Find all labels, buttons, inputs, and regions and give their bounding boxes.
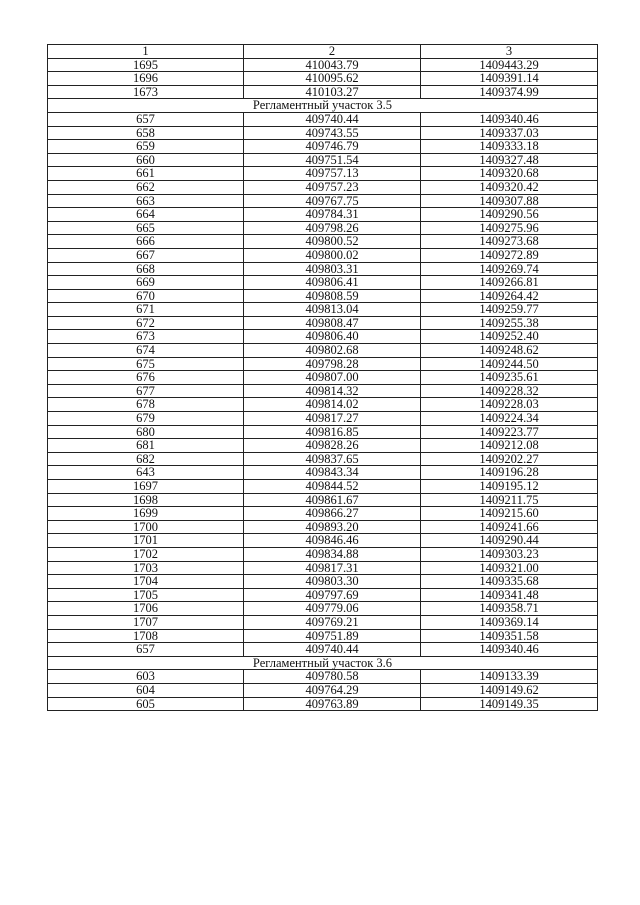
table-row — [48, 330, 598, 344]
cell-point-number: 1707 — [48, 615, 244, 629]
cell-point-number: 643 — [48, 466, 244, 480]
table-row — [48, 180, 598, 194]
cell-y: 1409252.40 — [421, 330, 598, 344]
cell-x: 409817.27 — [244, 412, 421, 426]
cell-y: 1409241.66 — [421, 520, 598, 534]
section-title: Регламентный участок 3.6 — [48, 656, 598, 670]
cell-point-number: 679 — [48, 412, 244, 426]
table-row — [48, 303, 598, 317]
cell-point-number: 661 — [48, 167, 244, 181]
cell-x: 410043.79 — [244, 58, 421, 72]
cell-y: 1409224.34 — [421, 412, 598, 426]
cell-point-number: 1705 — [48, 588, 244, 602]
cell-y: 1409307.88 — [421, 194, 598, 208]
cell-y: 1409195.12 — [421, 480, 598, 494]
cell-x: 409746.79 — [244, 140, 421, 154]
table-row — [48, 480, 598, 494]
cell-y: 1409321.00 — [421, 561, 598, 575]
table-row — [48, 561, 598, 575]
cell-y: 1409290.44 — [421, 534, 598, 548]
cell-x: 409893.20 — [244, 520, 421, 534]
table-row — [48, 615, 598, 629]
table-header — [48, 45, 598, 59]
cell-point-number: 605 — [48, 697, 244, 711]
cell-y: 1409351.58 — [421, 629, 598, 643]
table-row — [48, 72, 598, 86]
cell-y: 1409259.77 — [421, 303, 598, 317]
cell-x: 409802.68 — [244, 344, 421, 358]
cell-point-number: 1697 — [48, 480, 244, 494]
cell-x: 409808.59 — [244, 289, 421, 303]
cell-y: 1409228.03 — [421, 398, 598, 412]
cell-point-number: 672 — [48, 316, 244, 330]
cell-point-number: 1702 — [48, 547, 244, 561]
cell-x: 409769.21 — [244, 615, 421, 629]
cell-x: 409806.41 — [244, 276, 421, 290]
cell-point-number: 670 — [48, 289, 244, 303]
table-row — [48, 194, 598, 208]
section-title: Регламентный участок 3.5 — [48, 99, 598, 113]
cell-y: 1409228.32 — [421, 384, 598, 398]
cell-x: 409803.31 — [244, 262, 421, 276]
table-row — [48, 547, 598, 561]
cell-y: 1409272.89 — [421, 248, 598, 262]
cell-point-number: 1706 — [48, 602, 244, 616]
cell-y: 1409320.68 — [421, 167, 598, 181]
cell-x: 409797.69 — [244, 588, 421, 602]
cell-x: 409808.47 — [244, 316, 421, 330]
table-row — [48, 221, 598, 235]
cell-x: 409757.23 — [244, 180, 421, 194]
table-row — [48, 208, 598, 222]
table-row — [48, 452, 598, 466]
cell-point-number: 1704 — [48, 575, 244, 589]
cell-x: 409806.40 — [244, 330, 421, 344]
table-row — [48, 398, 598, 412]
cell-y: 1409266.81 — [421, 276, 598, 290]
cell-point-number: 662 — [48, 180, 244, 194]
cell-x: 409814.32 — [244, 384, 421, 398]
table-row — [48, 316, 598, 330]
cell-x: 409828.26 — [244, 439, 421, 453]
cell-point-number: 674 — [48, 344, 244, 358]
cell-x: 409803.30 — [244, 575, 421, 589]
cell-x: 409798.26 — [244, 221, 421, 235]
cell-point-number: 671 — [48, 303, 244, 317]
table-row — [48, 262, 598, 276]
table-row — [48, 248, 598, 262]
table-row — [48, 153, 598, 167]
cell-y: 1409391.14 — [421, 72, 598, 86]
cell-x: 409816.85 — [244, 425, 421, 439]
table-row — [48, 588, 598, 602]
header-cell-x: 2 — [244, 45, 421, 59]
table-row — [48, 167, 598, 181]
cell-x: 410103.27 — [244, 85, 421, 99]
cell-x: 409780.58 — [244, 670, 421, 684]
cell-x: 409763.89 — [244, 697, 421, 711]
cell-x: 409740.44 — [244, 112, 421, 126]
table-row — [48, 520, 598, 534]
section-row — [48, 99, 598, 113]
cell-x: 409846.46 — [244, 534, 421, 548]
table-row — [48, 683, 598, 697]
table-row — [48, 357, 598, 371]
table-body — [48, 58, 598, 711]
cell-y: 1409196.28 — [421, 466, 598, 480]
cell-y: 1409269.74 — [421, 262, 598, 276]
cell-point-number: 1701 — [48, 534, 244, 548]
table-row — [48, 602, 598, 616]
table-row — [48, 112, 598, 126]
cell-x: 409784.31 — [244, 208, 421, 222]
cell-x: 409740.44 — [244, 643, 421, 657]
table-row — [48, 371, 598, 385]
table-row — [48, 126, 598, 140]
cell-point-number: 678 — [48, 398, 244, 412]
cell-point-number: 675 — [48, 357, 244, 371]
cell-point-number: 657 — [48, 112, 244, 126]
table-row — [48, 289, 598, 303]
cell-point-number: 677 — [48, 384, 244, 398]
cell-y: 1409255.38 — [421, 316, 598, 330]
table-row — [48, 493, 598, 507]
cell-y: 1409340.46 — [421, 112, 598, 126]
cell-y: 1409202.27 — [421, 452, 598, 466]
cell-y: 1409133.39 — [421, 670, 598, 684]
coordinates-table — [47, 44, 598, 711]
cell-point-number: 603 — [48, 670, 244, 684]
cell-x: 409800.02 — [244, 248, 421, 262]
cell-point-number: 665 — [48, 221, 244, 235]
cell-y: 1409212.08 — [421, 439, 598, 453]
cell-y: 1409374.99 — [421, 85, 598, 99]
table-row — [48, 670, 598, 684]
cell-y: 1409215.60 — [421, 507, 598, 521]
cell-x: 410095.62 — [244, 72, 421, 86]
table-row — [48, 140, 598, 154]
cell-x: 409800.52 — [244, 235, 421, 249]
cell-y: 1409369.14 — [421, 615, 598, 629]
cell-y: 1409244.50 — [421, 357, 598, 371]
cell-y: 1409149.35 — [421, 697, 598, 711]
cell-point-number: 658 — [48, 126, 244, 140]
cell-y: 1409337.03 — [421, 126, 598, 140]
cell-point-number: 669 — [48, 276, 244, 290]
table-row — [48, 412, 598, 426]
cell-x: 409779.06 — [244, 602, 421, 616]
section-row — [48, 656, 598, 670]
cell-x: 409813.04 — [244, 303, 421, 317]
cell-x: 409743.55 — [244, 126, 421, 140]
cell-point-number: 1703 — [48, 561, 244, 575]
cell-point-number: 659 — [48, 140, 244, 154]
cell-point-number: 660 — [48, 153, 244, 167]
cell-y: 1409149.62 — [421, 683, 598, 697]
header-cell-point-number: 1 — [48, 45, 244, 59]
cell-point-number: 1696 — [48, 72, 244, 86]
cell-point-number: 664 — [48, 208, 244, 222]
table-row — [48, 629, 598, 643]
cell-x: 409843.34 — [244, 466, 421, 480]
table-row — [48, 575, 598, 589]
cell-y: 1409333.18 — [421, 140, 598, 154]
cell-point-number: 668 — [48, 262, 244, 276]
cell-point-number: 663 — [48, 194, 244, 208]
cell-y: 1409235.61 — [421, 371, 598, 385]
cell-x: 409837.65 — [244, 452, 421, 466]
cell-x: 409844.52 — [244, 480, 421, 494]
table-row — [48, 425, 598, 439]
cell-y: 1409358.71 — [421, 602, 598, 616]
cell-point-number: 1700 — [48, 520, 244, 534]
cell-x: 409861.67 — [244, 493, 421, 507]
table-row — [48, 439, 598, 453]
cell-y: 1409303.23 — [421, 547, 598, 561]
cell-x: 409751.89 — [244, 629, 421, 643]
header-row — [48, 45, 598, 59]
cell-x: 409757.13 — [244, 167, 421, 181]
table-row — [48, 507, 598, 521]
cell-y: 1409327.48 — [421, 153, 598, 167]
table-row — [48, 697, 598, 711]
cell-point-number: 1698 — [48, 493, 244, 507]
cell-x: 409764.29 — [244, 683, 421, 697]
cell-x: 409834.88 — [244, 547, 421, 561]
cell-y: 1409264.42 — [421, 289, 598, 303]
cell-y: 1409211.75 — [421, 493, 598, 507]
table-row — [48, 58, 598, 72]
cell-y: 1409443.29 — [421, 58, 598, 72]
cell-x: 409798.28 — [244, 357, 421, 371]
cell-y: 1409290.56 — [421, 208, 598, 222]
cell-x: 409866.27 — [244, 507, 421, 521]
cell-y: 1409275.96 — [421, 221, 598, 235]
cell-point-number: 673 — [48, 330, 244, 344]
table-row — [48, 276, 598, 290]
cell-point-number: 1699 — [48, 507, 244, 521]
cell-y: 1409340.46 — [421, 643, 598, 657]
cell-y: 1409273.68 — [421, 235, 598, 249]
cell-y: 1409223.77 — [421, 425, 598, 439]
cell-point-number: 676 — [48, 371, 244, 385]
cell-point-number: 667 — [48, 248, 244, 262]
table-row — [48, 85, 598, 99]
cell-point-number: 604 — [48, 683, 244, 697]
cell-point-number: 682 — [48, 452, 244, 466]
header-cell-y: 3 — [421, 45, 598, 59]
cell-y: 1409248.62 — [421, 344, 598, 358]
table-row — [48, 534, 598, 548]
cell-point-number: 681 — [48, 439, 244, 453]
table-row — [48, 466, 598, 480]
table-row — [48, 643, 598, 657]
cell-point-number: 1695 — [48, 58, 244, 72]
table-row — [48, 344, 598, 358]
table-row — [48, 384, 598, 398]
cell-y: 1409320.42 — [421, 180, 598, 194]
cell-x: 409751.54 — [244, 153, 421, 167]
cell-point-number: 657 — [48, 643, 244, 657]
cell-point-number: 666 — [48, 235, 244, 249]
cell-point-number: 1708 — [48, 629, 244, 643]
cell-x: 409767.75 — [244, 194, 421, 208]
table-row — [48, 235, 598, 249]
cell-point-number: 1673 — [48, 85, 244, 99]
cell-y: 1409341.48 — [421, 588, 598, 602]
cell-x: 409814.02 — [244, 398, 421, 412]
cell-point-number: 680 — [48, 425, 244, 439]
cell-x: 409807.00 — [244, 371, 421, 385]
cell-x: 409817.31 — [244, 561, 421, 575]
cell-y: 1409335.68 — [421, 575, 598, 589]
